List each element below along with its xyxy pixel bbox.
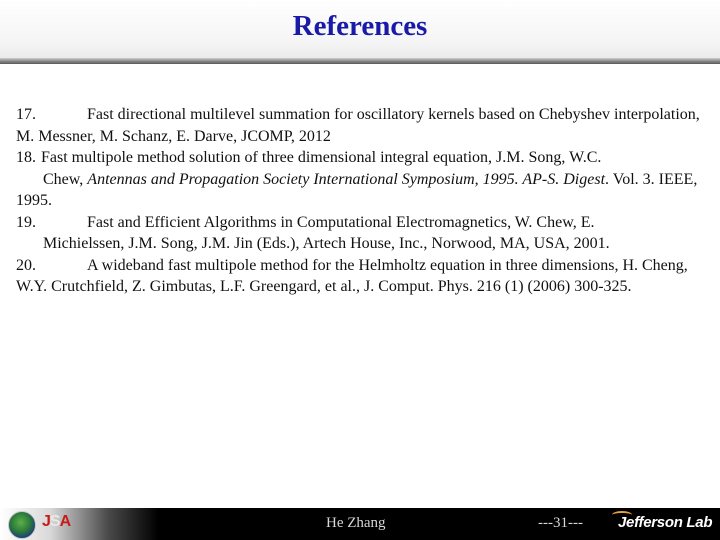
reference-author: Chew, bbox=[43, 170, 84, 188]
reference-continuation: Michielssen, J.M. Song, J.M. Jin (Eds.), Artech House, Inc., Norwood, MA, USA, 2001. bbox=[43, 235, 610, 252]
reference-details: . Vol. 3. IEEE, 1995. bbox=[16, 170, 698, 209]
reference-item-19 bbox=[16, 212, 706, 255]
reference-list bbox=[16, 104, 706, 298]
reference-number: 17. bbox=[16, 106, 36, 123]
reference-text: A wideband fast multipole method for the Helmholtz equation in three dimensions, H. Cheng, W.Y. Crutchfield, Z. Gimbutas, L.F. Greengard, et al., J. Comput. Phys. 216 (1) (2006) 300-325. bbox=[16, 256, 688, 295]
reference-item-18 bbox=[16, 147, 706, 212]
reference-venue: Antennas and Propagation Society International Symposium, 1995. AP-S. Digest bbox=[87, 170, 606, 188]
title-divider bbox=[0, 58, 720, 64]
reference-text: Fast and Efficient Algorithms in Computational Electromagnetics, W. Chew, E. bbox=[87, 213, 595, 231]
jsa-logo: JSA bbox=[42, 513, 71, 530]
jefferson-lab-logo: Jefferson Lab bbox=[618, 514, 713, 531]
reference-number: 19. bbox=[16, 213, 36, 231]
reference-number: 18. bbox=[16, 149, 36, 166]
reference-text: Fast directional multilevel summation for oscillatory kernels based on Chebyshev interpolation, M. Messner, M. Schanz, E. Darve, JCOMP, 2012 bbox=[16, 106, 700, 145]
slide-title: References bbox=[292, 10, 428, 42]
reference-number: 20. bbox=[16, 256, 36, 274]
reference-item-17 bbox=[16, 104, 706, 147]
doe-seal-logo bbox=[8, 511, 36, 539]
page-number: ---31--- bbox=[538, 515, 583, 531]
footer-author: He Zhang bbox=[326, 515, 386, 531]
reference-text: Fast multipole method solution of three dimensional integral equation, J.M. Song, W.C. bbox=[41, 149, 602, 166]
reference-item-20 bbox=[16, 255, 706, 298]
